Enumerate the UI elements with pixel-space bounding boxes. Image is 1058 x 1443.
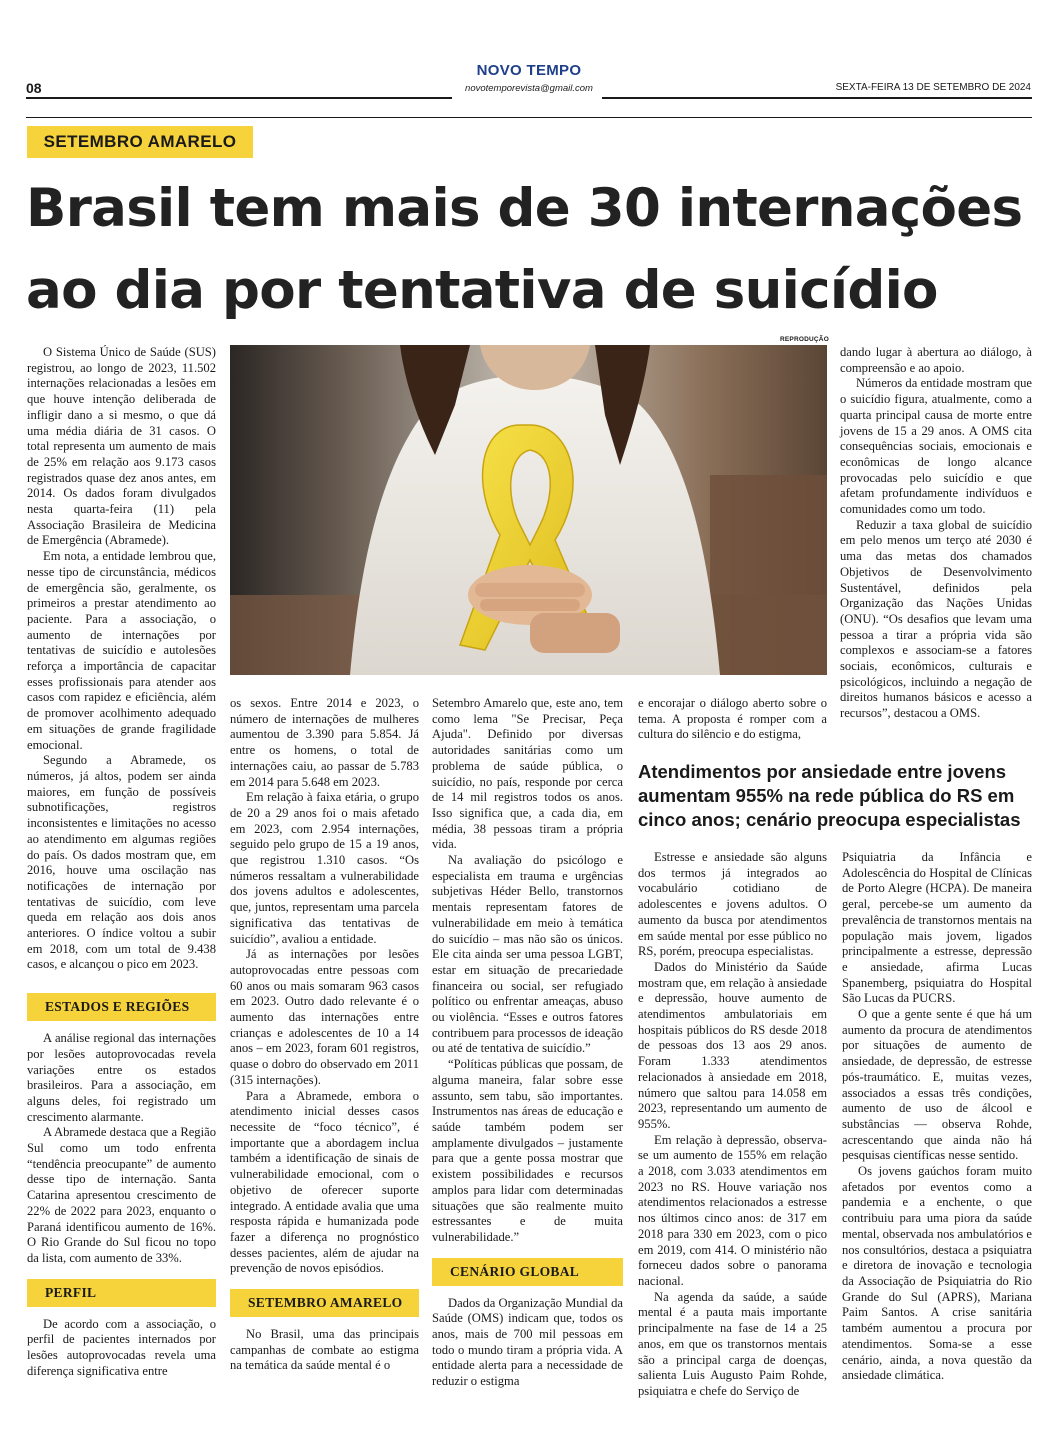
paragraph: Em relação à depressão, observa-se um aumento de 155% em relação a 2018, com 3.033 atendimentos em 2023 no RS. Houve variação nos atendimentos relacionados a estresse nos últimos cinco anos: de 317 em 2018 para 330 em 2023, com o pico em 2019, com 414. O ministério não forneceu dados sobre o panorama nacional. [638,1132,827,1288]
paragraph: e encorajar o diálogo aberto sobre o tema. A proposta é romper com a cultura do silêncio e do estigma, [638,696,827,742]
yellow-ribbon-photo [230,345,827,675]
paragraph: Em nota, a entidade lembrou que, nesse tipo de circunstância, médicos de emergência são, geralmente, os primeiros a prestar atendimento ao paciente. Para a associação, o aumento de internações por tentativas de suicídio e autolesões reforça a importância de capacitar esses profissionais para atender aos casos com rapidez e eficiência, além de promover acolhimento adequado em situações de grande fragilidade emocional. [27,549,216,752]
headline [26,168,1036,332]
paragraph: “Políticas públicas que possam, de alguma maneira, falar sobre esse assunto, sem tabu, são importantes. Instrumentos nas áreas de educação e saúde também podem ser amplamente divulgados – justamente para que a gente possa mostrar que existem possibilidades e recursos amplos para lidar com determinadas situações que são realmente muito estressantes e de muita vulnerabilidade.” [432,1057,623,1244]
box-headline-line-1: Atendimentos por ansiedade entre jovens [638,761,1007,782]
article-column-2 [230,696,419,1374]
paragraph: Dados do Ministério da Saúde mostram que, em relação à ansiedade e depressão, houve aumento de atendimentos ambulatoriais em hospitais públicos do RS desde 2018 de pessoas dos 13 aos 29 anos. Foram 1.333 atendimentos relacionados à ansiedade em 2018, número que saltou para 14.058 em 2023, representando um aumento de 955%. [638,959,827,1131]
paragraph: O Sistema Único de Saúde (SUS) registrou, ao longo de 2023, 11.502 internações relacionadas a lesões em que houve intenção deliberada de infligir dano a si mesmo, o que dá uma média diária de 31 casos. O total representa um aumento de mais de 25% em relação aos 9.173 casos registrados quase dez anos antes, em 2014. Os dados foram divulgados nesta quarta-feira (11) pela Associação Brasileira de Medicina de Emergência (Abramede). [27,345,216,548]
article-column-1 [27,345,216,1379]
paragraph: A análise regional das internações por lesões autoprovocadas revela variações entre os estados brasileiros. Para a associação, em alguns deles, foi registrado um crescimento alarmante. [27,1031,216,1124]
box-column-2 [842,850,1032,1384]
article-column-4 [638,696,827,743]
paragraph: Estresse e ansiedade são alguns dos termos já integrados ao vocabulário cotidiano de adolescentes e jovens adultos. O aumento da busca por atendimentos em saúde mental por esse público no RS, porém, preocupa especialistas. [638,850,827,959]
paragraph: O que a gente sente é que há um aumento da procura de atendimentos por situações de aumento de ansiedade, de depressão, de estresse pós-traumático. E, muitas vezes, associados a essas três condições, aumento de uso de álcool e substâncias — observa Rohde, acrescentando que ainda não há pesquisas científicas nesse sentido. [842,1007,1032,1163]
subhead-perfil: PERFIL [27,1279,216,1307]
subhead-cenario-global: CENÁRIO GLOBAL [432,1258,623,1286]
paragraph: dando lugar à abertura ao diálogo, à compreensão e ao apoio. [840,345,1032,375]
paragraph: Os jovens gaúchos foram muito afetados por eventos como a pandemia e a enchente, o que contribuiu para uma piora da saúde mental, observada nos ambulatórios e nos consultórios, destaca a psiquiatra e diretora de inovação e tecnologia da Associação de Psiquiatria do Rio Grande do Sul (APRS), Mariana Paim Santos. A crise sanitária também aumentou a procura por atendimentos. Soma-se a esse cenário, ainda, a nova questão da ansiedade climática. [842,1164,1032,1383]
headline-line-1: Brasil tem mais de 30 internações [26,178,1023,239]
page-number: 08 [26,80,42,96]
section-tag: SETEMBRO AMARELO [27,126,253,158]
article-column-5 [840,345,1032,722]
paragraph: No Brasil, uma das principais campanhas de combate ao estigma na temática da saúde mental é o [230,1327,419,1373]
paragraph: Na agenda da saúde, a saúde mental é a pauta mais importante principalmente na fase de 14 a 25 anos, em que os transtornos mentais são a principal carga de doenças, salienta Luis Augusto Paim Rohde, psiquiatra e chefe do Serviço de [638,1289,827,1398]
subhead-setembro-amarelo: SETEMBRO AMARELO [230,1289,419,1317]
box-headline-line-3: cinco anos; cenário preocupa especialistas [638,809,1021,830]
publication-date: SEXTA-FEIRA 13 DE SETEMBRO DE 2024 [835,82,1031,93]
paragraph: Dados da Organização Mundial da Saúde (OMS) indicam que, todos os anos, mais de 700 mil pessoas em todo o mundo tiram a própria vida. A entidade alerta para a necessidade de reduzir o estigma [432,1295,623,1389]
subhead-estados-regioes: ESTADOS E REGIÕES [27,993,216,1021]
paragraph: Em relação à faixa etária, o grupo de 20 a 29 anos foi o mais afetado em 2023, com 2.954 internações, seguido pelo grupo de 15 a 19 anos, que registrou 1.310 casos. “Os números ressaltam a vulnerabilidade dos jovens adultos e adolescentes, que, juntos, representam uma parcela significativa das tentativas de suicídio”, avaliou a entidade. [230,790,419,946]
paragraph: os sexos. Entre 2014 e 2023, o número de internações de mulheres aumentou de 3.390 para 5.854. Já entre os homens, o total de internações caiu, ao passar de 5.783 em 2014 para 5.648 em 2023. [230,696,419,789]
article-column-3 [432,696,623,1390]
box-column-1 [638,850,827,1400]
headline-line-2: ao dia por tentativa de suicídio [26,260,938,321]
box-headline-line-2: aumentam 955% na rede pública do RS em [638,785,1015,806]
paragraph: Já as internações por lesões autoprovocadas entre pessoas com 60 anos ou mais somaram 963 casos em 2023. Outro dado relevante é o aumento das internações entre crianças e adolescentes de 10 a 14 anos – em 2023, foram 601 registros, quase o dobro do observado em 2011 (315 internações). [230,947,419,1087]
paragraph: Para a Abramede, embora o atendimento inicial desses casos necessite de “foco técnico”, é importante que a abordagem inclua também a identificação de sinais de vulnerabilidade emocional, com o objetivo de oferecer suporte integrado. A entidade avalia que uma resposta rápida e humanizada pode fazer a diferença no prognóstico desses pacientes, além de ajudar na prevenção de novos episódios. [230,1088,419,1276]
paragraph: Segundo a Abramede, os números, já altos, podem ser ainda maiores, em função de possíveis subnotificações, registros inconsistentes e limitações no acesso ao atendimento em algumas regiões do país. Os dados mostram que, em 2016, houve uma oscilação nas notificações de internação por tentativas de suicídio, com leve queda em relação aos dois anos anteriores. O índice voltou a subir em 2018, com um total de 9.438 casos, e alcançou o pico em 2023. [27,753,216,972]
photo-credit: REPRODUÇÃO [780,336,829,343]
masthead-email: novotemporevista@gmail.com [465,83,593,94]
paragraph: De acordo com a associação, o perfil de pacientes internados por lesões autoprovocadas revela uma diferença significativa entre [27,1316,216,1378]
paragraph: Setembro Amarelo que, este ano, tem como lema "Se Precisar, Peça Ajuda". Definido por diversas autoridades sanitárias como um problema de saúde pública, o suicídio, no país, responde por cerca de 14 mil registros todos os anos. Isso significa que, a cada dia, em média, 38 pessoas tiram a própria vida. [432,696,623,852]
paragraph: A Abramede destaca que a Região Sul como um todo enfrenta “tendência preocupante” de aumento desse tipo de internação. Santa Catarina apresentou crescimento de 22% de 2022 para 2023, enquanto o Paraná identificou aumento de 16%. O Rio Grande do Sul ficou no topo da lista, com aumento de 33%. [27,1125,216,1265]
paragraph: Reduzir a taxa global de suicídio em pelo menos um terço até 2030 é uma das metas dos chamados Objetivos de Desenvolvimento Sustentável, definidos pela Organização das Nações Unidas (ONU). “Os desafios que levam uma pessoa a tirar a própria vida são complexos e associam-se a fatores sociais, econômicos, culturais e psicológicos, incluindo a negação de direitos humanos básicos e acesso a recursos”, destacou a OMS. [840,517,1032,721]
header-rule-gap [452,96,602,99]
paragraph: Psiquiatria da Infância e Adolescência do Hospital de Clínicas de Porto Alegre (HCPA). De maneira geral, percebe-se um aumento da prevalência de transtornos mentais na população mais jovem, ligados principalmente a estresse, depressão e ansiedade, afirma Lucas Spanemberg, psiquiatra do Hospital São Lucas da PUCRS. [842,850,1032,1006]
masthead-title: NOVO TEMPO [476,62,582,79]
paragraph: Na avaliação do psicólogo e especialista em trauma e urgências subjetivas Héder Bello, transtornos mentais representam fatores de vulnerabilidade em meio à temática do suicídio – mas não são os únicos. Ele cita ainda ser uma pessoa LGBT, estar em situação de precariedade financeira ou social, ser refugiado político ou enfrentar ameaças, abuso ou violência. “Esses e outros fatores contribuem para processos de ideação ou até de tentativa de suicídio.” [432,853,623,1056]
box-headline [638,760,1038,832]
header-rule-lower [26,117,1032,118]
paragraph: Números da entidade mostram que o suicídio figura, atualmente, como a quarta principal causa de morte entre jovens de 15 a 29 anos. A OMS cita consequências sociais, emocionais e econômicas de longo alcance provocadas pelo suicídio e que afetam profundamente indivíduos e comunidades como um todo. [840,376,1032,517]
